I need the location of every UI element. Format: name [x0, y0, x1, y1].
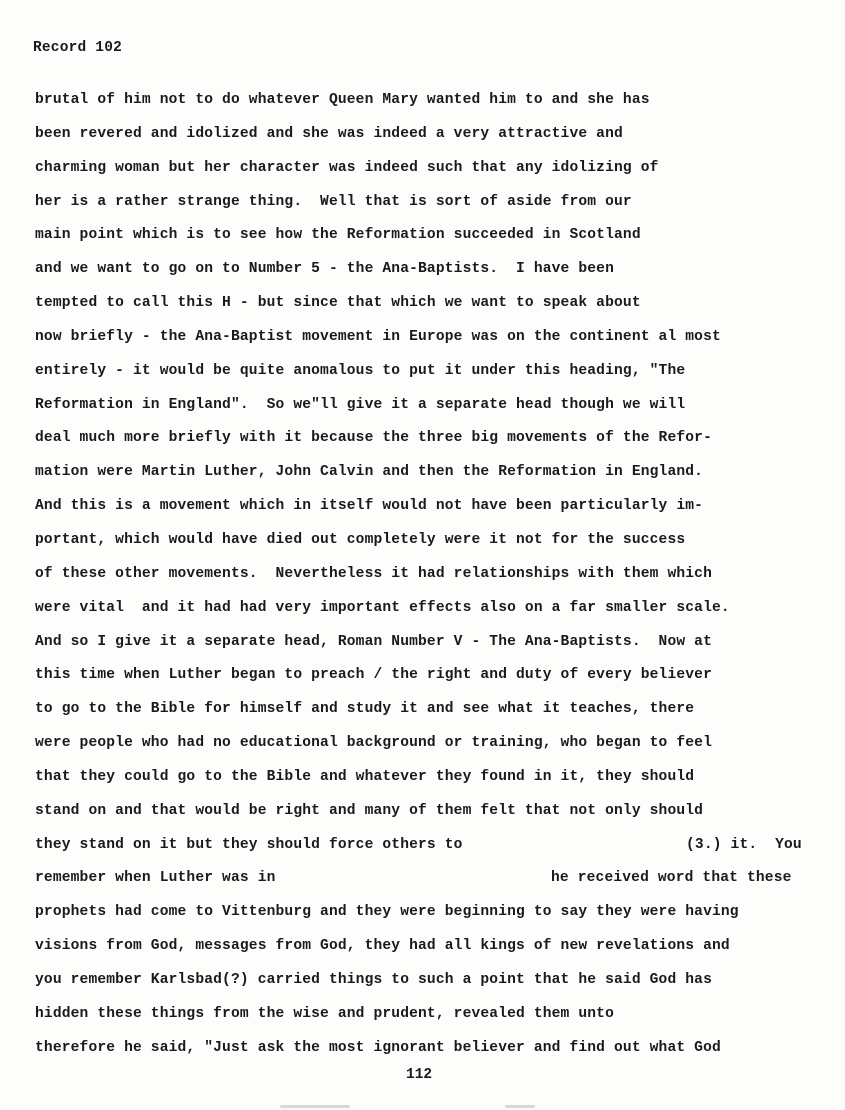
- text-line-12: mation were Martin Luther, John Calvin and then the Reformation in England.: [35, 464, 704, 481]
- scan-smudge: [280, 1105, 350, 1108]
- text-line-19: to go to the Bible for himself and study it and see what it teaches, there: [35, 701, 695, 718]
- text-line-7: tempted to call this H - but since that which we want to speak about: [35, 295, 641, 312]
- page-number: 112: [406, 1067, 433, 1083]
- text-line-28: hidden these things from the wise and prudent, revealed them unto: [35, 1005, 614, 1022]
- text-line-26: visions from God, messages from God, they had all kings of new revelations and: [35, 938, 730, 955]
- scan-smudge: [505, 1105, 535, 1108]
- text-line-11: deal much more briefly with it because the three big movements of the Refor-: [35, 430, 712, 447]
- text-line-8: now briefly - the Ana-Baptist movement in Europe was on the continent al most: [35, 328, 721, 345]
- text-line-6: and we want to go on to Number 5 - the Ana-Baptists. I have been: [35, 261, 614, 278]
- text-line-24: [35, 867, 835, 901]
- text-line-22: stand on and that would be right and many of them felt that not only should: [35, 802, 704, 819]
- text-line-14: portant, which would have died out completely were it not for the success: [35, 531, 686, 548]
- text-line-5: main point which is to see how the Reformation succeeded in Scotland: [35, 227, 641, 244]
- text-line-23-left: they stand on it but they should force others to: [35, 836, 463, 853]
- text-line-3: charming woman but her character was indeed such that any idolizing of: [35, 159, 659, 176]
- record-header: Record 102: [33, 40, 123, 56]
- text-line-13: And this is a movement which in itself would not have been particularly im-: [35, 498, 704, 515]
- text-line-24-left: remember when Luther was in: [35, 870, 276, 887]
- text-line-4: her is a rather strange thing. Well that is sort of aside from our: [35, 193, 632, 210]
- text-line-23: [35, 834, 835, 868]
- text-line-23-right: (3.) it. You: [686, 836, 802, 853]
- text-line-1: brutal of him not to do whatever Queen Mary wanted him to and she has: [35, 92, 650, 108]
- text-line-2: been revered and idolized and she was indeed a very attractive and: [35, 125, 623, 142]
- text-line-20: were people who had no educational background or training, who began to feel: [35, 735, 712, 752]
- text-line-24-right: he received word that these: [551, 870, 792, 887]
- text-line-9: entirely - it would be quite anomalous to put it under this heading, "The: [35, 362, 686, 379]
- text-line-10: Reformation in England". So we"ll give it a separate head though we will: [35, 396, 686, 413]
- text-line-16: were vital and it had had very important effects also on a far smaller scale.: [35, 599, 730, 616]
- text-line-29: therefore he said, "Just ask the most ignorant believer and find out what God: [35, 1039, 721, 1056]
- text-line-27: you remember Karlsbad(?) carried things to such a point that he said God has: [35, 971, 712, 988]
- transcript-body: [35, 89, 835, 1070]
- text-line-25: prophets had come to Vittenburg and they were beginning to say they were having: [35, 904, 739, 921]
- text-line-21: that they could go to the Bible and whatever they found in it, they should: [35, 768, 695, 785]
- text-line-15: of these other movements. Nevertheless it had relationships with them which: [35, 565, 712, 582]
- text-line-17: And so I give it a separate head, Roman Number V - The Ana-Baptists. Now at: [35, 633, 712, 650]
- text-line-18: this time when Luther began to preach / the right and duty of every believer: [35, 667, 712, 684]
